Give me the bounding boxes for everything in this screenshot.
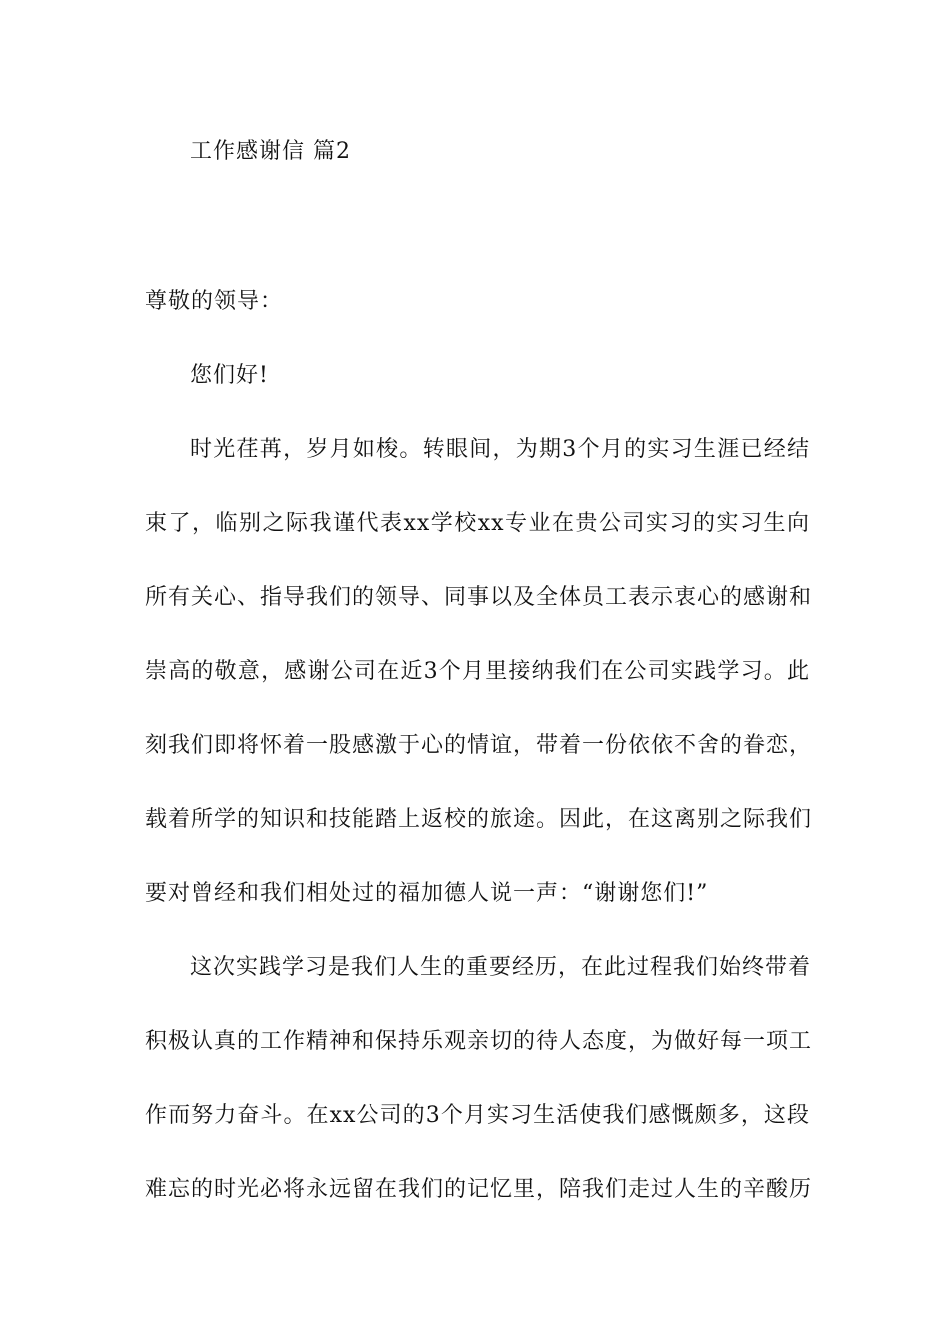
- body-line: 积极认真的工作精神和保持乐观亲切的待人态度，为做好每一项工: [145, 1029, 813, 1054]
- body-line: 要对曾经和我们相处过的福加德人说一声：“谢谢您们!”: [145, 881, 709, 906]
- body-line: 作而努力奋斗。在xx公司的3个月实习生活使我们感慨颇多，这段: [145, 1103, 810, 1128]
- document-title: 工作感谢信 篇2: [190, 139, 351, 164]
- body-line: 所有关心、指导我们的领导、同事以及全体员工表示衷心的感谢和: [145, 585, 813, 610]
- body-line: 难忘的时光必将永远留在我们的记忆里，陪我们走过人生的辛酸历: [145, 1177, 813, 1202]
- body-line: 载着所学的知识和技能踏上返校的旅途。因此，在这离别之际我们: [145, 807, 813, 832]
- greeting: 您们好!: [190, 363, 269, 388]
- body-line: 束了，临别之际我谨代表xx学校xx专业在贵公司实习的实习生向: [145, 511, 810, 536]
- body-line: 崇高的敬意，感谢公司在近3个月里接纳我们在公司实践学习。此: [145, 659, 810, 684]
- body-line: 刻我们即将怀着一股感激于心的情谊，带着一份依依不舍的眷恋，: [145, 733, 813, 758]
- body-line: 这次实践学习是我们人生的重要经历，在此过程我们始终带着: [190, 955, 812, 980]
- salutation: 尊敬的领导：: [145, 289, 284, 314]
- body-line: 时光荏苒，岁月如梭。转眼间，为期3个月的实习生涯已经结: [190, 437, 810, 462]
